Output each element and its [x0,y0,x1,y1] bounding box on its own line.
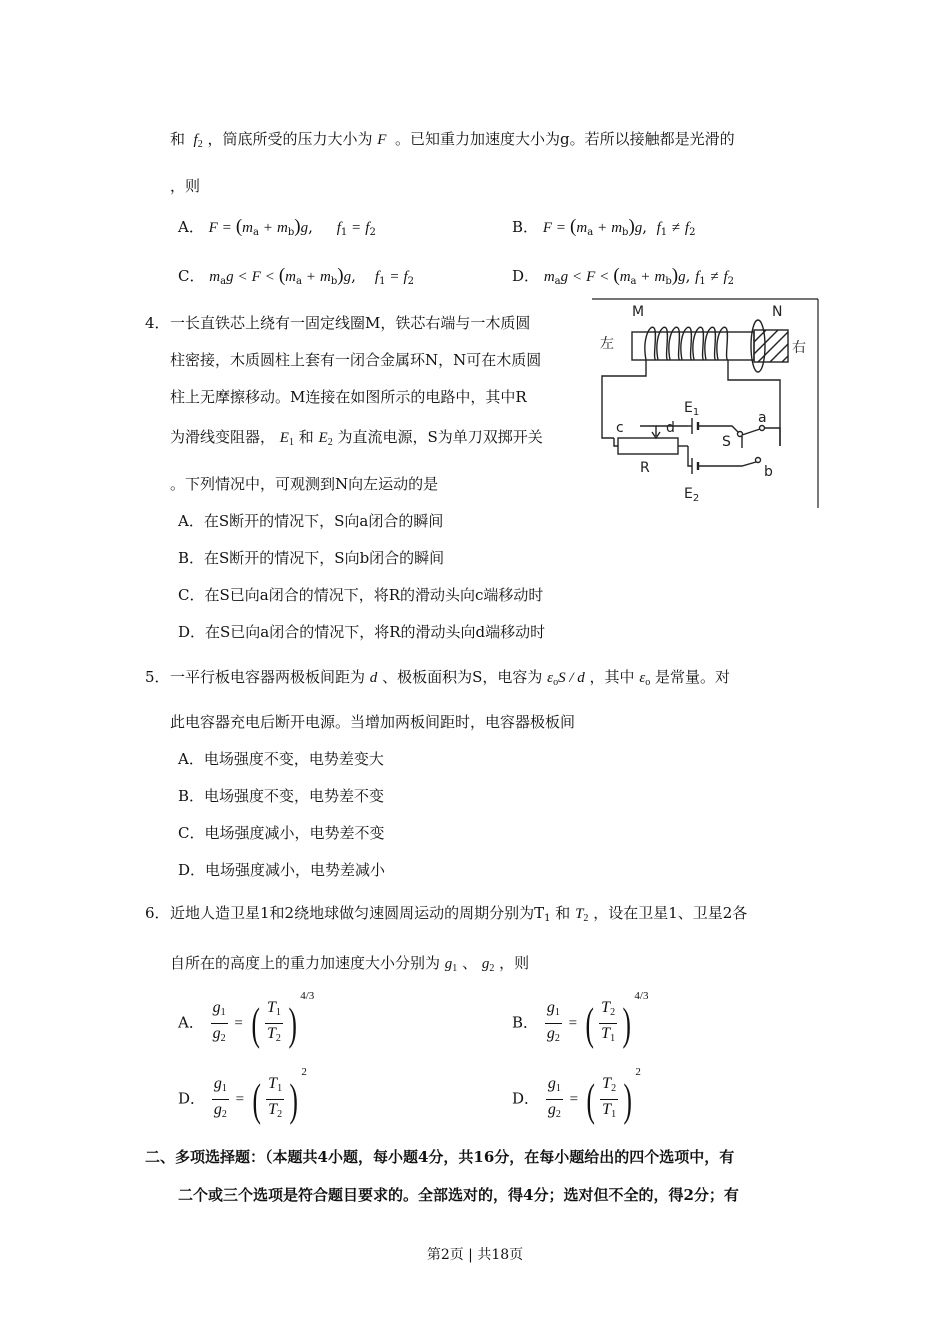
q5-text-constant: 是常量。对 [655,668,731,686]
fig-label-c: c [616,420,624,436]
q5-number: 5． [145,668,170,686]
q6-text-periods: 近地人造卫星1和2绕地球做匀速圆周运动的周期分别为T [170,904,545,922]
q6-text-then: ，则 [499,954,530,972]
q6-text-gravity: 自所在的高度上的重力加速度大小分别为 [170,954,441,972]
q3-option-b-label: B． [512,218,539,236]
q6-g2-symbol: $g_2$ [481,956,495,974]
q6-t2-symbol: $T_2$ [575,906,589,924]
fig-label-left: 左 [600,336,614,352]
q6-option-a-exponent: 4/3 [300,990,315,1002]
q5-epsilon-symbol: $\varepsilon_o$ [639,670,651,688]
fig-label-e1: $E_1$ [684,400,700,418]
q4-text-rheostat: 为滑线变阻器， [170,428,276,446]
q4-option-b: B．在S断开的情况下，S向b闭合的瞬间 [178,549,445,567]
page-footer: 第2页 | 共18页 [426,1247,524,1263]
fig-label-n: N [772,304,783,320]
q6-option-c-exponent: 2 [301,1066,307,1078]
q4-text-sources: 为直流电源，S为单刀双掷开关 [337,428,543,446]
q4-number: 4． [145,314,170,332]
q5-text-distance: 一平行板电容器两极板间距为 [170,668,366,686]
q6-option-d: D． $\frac{g_1}{g_2}$ = ( $\frac{T_2}{T_1}$ )$^2$ [512,1066,641,1125]
q5-d-symbol: d [369,670,378,686]
q6-option-d-label: D． [512,1089,540,1108]
q3-f2-symbol: $f_2$ [189,132,203,150]
q6-option-a: A． $\frac{g_1}{g_2}$ = ( $\frac{T_1}{T_2}$ )$^{4/3}$ [178,990,315,1049]
q6-text-satellites: ，设在卫星1、卫星2各 [593,904,748,922]
q4-line2: 柱密接，木质圆柱上套有一闭合金属环N，N可在木质圆 [170,351,542,369]
q3-line1 [170,128,735,150]
q6-option-b: B． $\frac{g_1}{g_2}$ = ( $\frac{T_2}{T_1}$ )$^{4/3}$ [512,990,649,1049]
fig-label-e2: $E_2$ [684,486,700,504]
q6-g1-symbol: $g_1$ [444,956,458,974]
q3-F-symbol: F [377,132,391,148]
q6-line1: 近地人造卫星1和2绕地球做匀速圆周运动的周期分别为$T_1$ 和 $T_2$ ，设在卫星1、卫星2各 [170,904,748,924]
q4-line4 [170,426,543,448]
q5-option-b: B．电场强度不变，电势差不变 [178,787,385,805]
q6-option-b-exponent: 4/3 [634,990,649,1002]
q5-option-c: C．电场强度减小，电势差不变 [178,824,385,842]
q3-option-a: A． $F = (m_a + m_b)g$, $f_1 = f_2$ [178,216,376,238]
q3-option-a-label: A． [178,218,204,236]
section2-line2: 二个或三个选项是符合题目要求的。全部选对的，得4分；选对但不全的，得2分；有 [178,1186,739,1204]
q6-option-b-label: B． [512,1013,539,1032]
q4-line3: 柱上无摩擦移动。M连接在如图所示的电路中，其中R [170,388,527,406]
fig-label-s: S [722,434,731,450]
q5-text-where: ，其中 [589,668,635,686]
q6-option-d-exponent: 2 [635,1066,641,1078]
q5-line2: 此电容器充电后断开电源。当增加两板间距时，电容器极板间 [170,713,576,731]
fig-label-r: R [640,460,650,476]
fig-label-m: M [632,304,645,320]
q4-e1-symbol: $E_1$ [279,430,294,448]
q3-option-b: B． $F = (m_a + m_b)g$, $f_1 \ne f_2$ [512,216,696,238]
q3-option-c: C． $m_ag < F < (m_a + m_b)g$, $f_1 = f_2$ [178,265,415,287]
section2-line1: 二、多项选择题：（本题共4小题，每小题4分，共16分，在每小题给出的四个选项中，有 [145,1148,735,1166]
q5-capacitance-formula: $\varepsilon_oS$ / d [547,670,585,688]
q6-number: 6． [145,904,170,922]
q3-option-c-label: C． [178,267,205,285]
q5-option-a: A．电场强度不变，电势差变大 [178,750,384,768]
q3-option-d: D． $m_ag < F < (m_a + m_b)g$, $f_1 \ne f_2$ [512,265,735,287]
fig-label-a: a [758,410,767,426]
q4-text-and: 和 [298,428,314,446]
q6-text-comma: 、 [462,954,478,972]
q6-option-a-label: A． [178,1013,204,1032]
q4-circuit-figure [592,298,822,510]
q5-line1 [170,666,730,688]
q4-option-c: C．在S已向a闭合的情况下，将R的滑动头向c端移动时 [178,586,544,604]
q3-text-and: 和 [170,130,186,148]
q3-line2: ，则 [170,177,201,195]
q6-option-c-label: D． [178,1089,206,1108]
q4-e2-symbol: $E_2$ [318,430,333,448]
q3-option-d-label: D． [512,267,540,285]
q5-text-area: 、极板面积为S，电容为 [382,668,543,686]
q6-text-and: 和 [555,904,571,922]
q5-option-d: D．电场强度减小，电势差减小 [178,861,386,879]
fig-label-right: 右 [792,340,806,356]
fig-label-b: b [764,464,773,480]
q4-option-d: D．在S已向a闭合的情况下，将R的滑动头向d端移动时 [178,623,546,641]
q4-option-a: A．在S断开的情况下，S向a闭合的瞬间 [178,512,444,530]
q4-line5: 。下列情况中，可观测到N向左运动的是 [170,475,439,493]
fig-label-d: d [666,420,675,436]
q3-text-pressure: ，筒底所受的压力大小为 [207,130,373,148]
q6-line2 [170,952,529,974]
q4-line1: 一长直铁芯上绕有一固定线圈M，铁芯右端与一木质圆 [170,314,531,332]
q3-text-gravity: 。已知重力加速度大小为g。若所以接触都是光滑的 [395,130,735,148]
q6-option-c: D． $\frac{g_1}{g_2}$ = ( $\frac{T_1}{T_2}$ )$^2$ [178,1066,307,1125]
